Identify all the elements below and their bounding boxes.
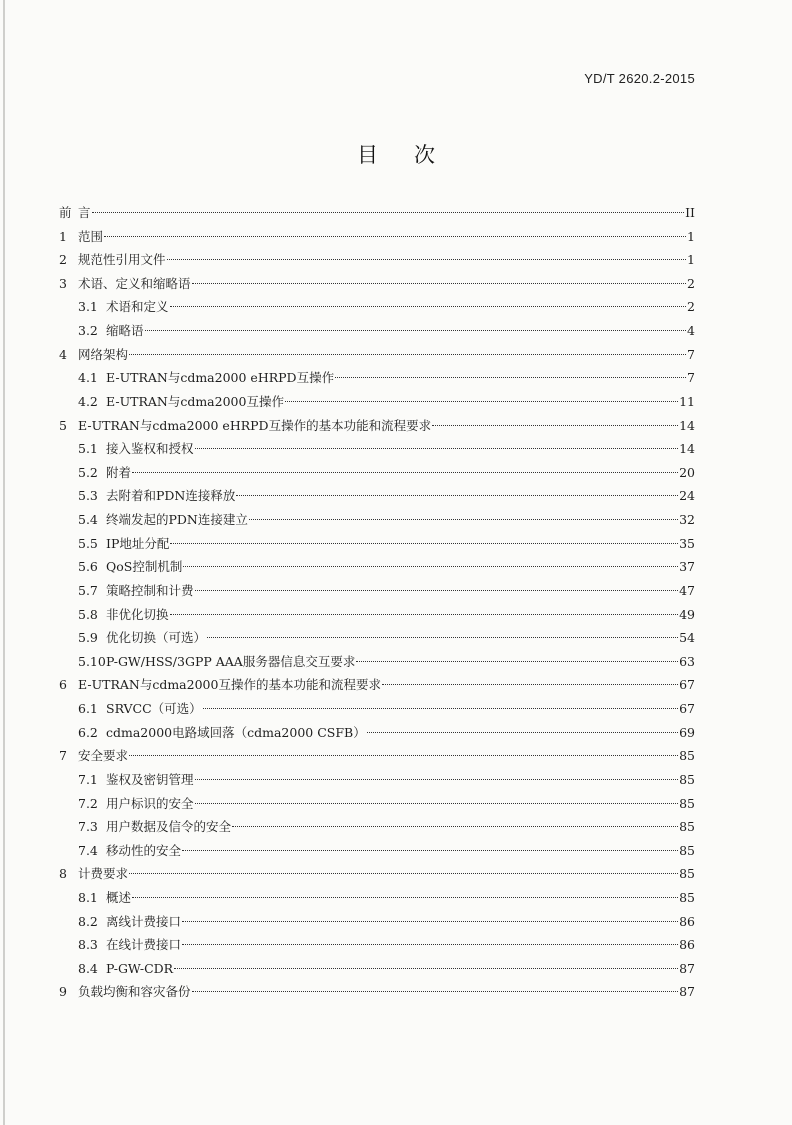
toc-entry-number: 5.9 (78, 630, 98, 646)
dot-leader (249, 519, 678, 520)
page-title: 目次 (357, 143, 471, 167)
dot-leader (232, 826, 678, 827)
toc-entry-page: 85 (679, 795, 695, 811)
toc-entry-number: 4.1 (78, 370, 98, 386)
toc-entry-label: 用户数据及信令的安全 (106, 819, 232, 835)
toc-entry[interactable] (78, 651, 695, 673)
toc-entry[interactable] (59, 863, 695, 885)
toc-entry[interactable] (78, 391, 695, 413)
dot-leader (356, 661, 678, 662)
toc-entry-label: 概述 (106, 889, 132, 905)
dot-leader (170, 614, 679, 615)
toc-entry-number: 6.2 (78, 724, 98, 740)
toc-entry-label: SRVCC（可选） (106, 701, 202, 717)
toc-entry-label: 优化切换（可选） (106, 630, 207, 646)
toc-entry[interactable] (78, 887, 695, 909)
dot-leader (170, 306, 687, 307)
toc-entry-page: 85 (679, 889, 695, 905)
toc-entry-page: 1 (687, 252, 695, 268)
toc-entry[interactable] (78, 438, 695, 460)
toc-entry[interactable] (78, 462, 695, 484)
toc-entry[interactable] (59, 745, 695, 767)
toc-entry-page: 7 (687, 346, 695, 362)
toc-entry-page: 37 (679, 559, 695, 575)
toc-entry-label: QoS控制机制 (106, 559, 183, 575)
toc-entry-label: 策略控制和计费 (106, 582, 194, 598)
toc-entry-page: 67 (679, 701, 695, 717)
dot-leader (104, 236, 686, 237)
dot-leader (192, 991, 679, 992)
toc-entry-number: 5.2 (78, 464, 98, 480)
toc-entry-label: 安全要求 (78, 748, 129, 764)
toc-entry-label: 负载均衡和容灾备份 (78, 984, 191, 1000)
toc-entry[interactable] (78, 958, 695, 980)
dot-leader (182, 921, 678, 922)
toc-entry[interactable] (78, 367, 695, 389)
toc-entry-number: 8 (59, 866, 67, 882)
dot-leader (132, 472, 678, 473)
toc-entry-page: 2 (687, 275, 695, 291)
dot-leader (195, 448, 679, 449)
toc-entry-page: II (685, 205, 695, 220)
toc-entry[interactable] (78, 604, 695, 626)
toc-entry-page: 24 (679, 488, 695, 504)
toc-entry-number: 6.1 (78, 701, 98, 717)
toc-entry[interactable] (59, 981, 695, 1003)
toc-entry-label: P-GW/HSS/3GPP AAA服务器信息交互要求 (106, 653, 356, 669)
toc-entry-page: 7 (687, 370, 695, 386)
toc-entry-number: 4 (59, 346, 67, 362)
toc-entry-number: 5 (59, 417, 67, 433)
dot-leader (432, 425, 678, 426)
toc-entry-number: 5.8 (78, 606, 98, 622)
dot-leader (129, 755, 678, 756)
dot-leader (132, 897, 678, 898)
toc-entry-label: 在线计费接口 (106, 937, 182, 953)
toc-entry-page: 1 (687, 228, 695, 244)
dot-leader (285, 401, 678, 402)
toc-entry-number: 7.1 (78, 771, 98, 787)
toc-entry-page: 54 (679, 630, 695, 646)
toc-entry[interactable] (78, 840, 695, 862)
toc-entry-label: 计费要求 (78, 866, 129, 882)
toc-entry-number: 8.4 (78, 960, 98, 976)
dot-leader (182, 850, 678, 851)
toc-entry-page: 2 (687, 299, 695, 315)
toc-entry-page: 14 (679, 417, 695, 433)
toc-entry[interactable] (78, 556, 695, 578)
toc-entry-label: E-UTRAN与cdma2000 eHRPD互操作的基本功能和流程要求 (78, 417, 432, 433)
toc-entry-label: 移动性的安全 (106, 842, 182, 858)
toc-entry-label: 终端发起的PDN连接建立 (106, 512, 248, 528)
toc-entry-page: 32 (679, 512, 695, 528)
toc-entry-number: 8.3 (78, 937, 98, 953)
dot-leader (195, 779, 679, 780)
dot-leader (195, 803, 679, 804)
toc-entry-label: P-GW-CDR (106, 960, 174, 976)
toc-entry-number: 5.3 (78, 488, 98, 504)
toc-entry-label: 附着 (106, 464, 132, 480)
toc-entry[interactable] (78, 722, 695, 744)
toc-entry-label: 术语、定义和缩略语 (78, 275, 191, 291)
toc-entry-number: 7.2 (78, 795, 98, 811)
toc-entry[interactable] (59, 202, 695, 224)
toc-entry[interactable] (59, 226, 695, 248)
toc-entry[interactable] (59, 344, 695, 366)
toc-entry-page: 49 (679, 606, 695, 622)
dot-leader (129, 873, 678, 874)
toc-entry-number: 7.3 (78, 819, 98, 835)
toc-entry[interactable] (59, 273, 695, 295)
toc-entry-page: 20 (679, 464, 695, 480)
toc-entry[interactable] (78, 485, 695, 507)
toc-entry-label: E-UTRAN与cdma2000 eHRPD互操作 (106, 370, 335, 386)
toc-entry-number: 5.7 (78, 582, 98, 598)
dot-leader (236, 495, 678, 496)
dot-leader (167, 259, 687, 260)
toc-entry-number: 5.5 (78, 535, 98, 551)
dot-leader (203, 708, 678, 709)
toc-entry-page: 11 (679, 393, 695, 409)
toc-entry-label: 鉴权及密钥管理 (106, 771, 194, 787)
toc-entry[interactable] (59, 415, 695, 437)
toc-entry[interactable] (78, 627, 695, 649)
dot-leader (335, 377, 686, 378)
dot-leader (195, 590, 679, 591)
toc-entry-number: 5.4 (78, 512, 98, 528)
dot-leader (207, 637, 678, 638)
toc-entry-number: 8.1 (78, 889, 98, 905)
toc-entry-label: 规范性引用文件 (78, 252, 166, 268)
toc-entry[interactable] (78, 769, 695, 791)
toc-entry-label: 去附着和PDN连接释放 (106, 488, 236, 504)
toc-entry-label: 网络架构 (78, 346, 129, 362)
toc-entry-page: 63 (679, 653, 695, 669)
toc-entry-page: 86 (679, 913, 695, 929)
toc-entry-number: 4.2 (78, 393, 98, 409)
toc-entry[interactable] (78, 911, 695, 933)
toc-entry-page: 85 (679, 748, 695, 764)
toc-entry[interactable] (78, 509, 695, 531)
dot-leader (382, 684, 678, 685)
toc-entry-page: 69 (679, 724, 695, 740)
toc-entry-label: 范围 (78, 228, 104, 244)
toc-entry[interactable] (78, 580, 695, 602)
toc-entry-number: 前 (59, 205, 72, 220)
dot-leader (182, 944, 678, 945)
toc-entry-label: 非优化切换 (106, 606, 169, 622)
dot-leader (183, 566, 678, 567)
toc-entry-page: 85 (679, 771, 695, 787)
toc-entry[interactable] (78, 816, 695, 838)
toc-entry-number: 7 (59, 748, 67, 764)
toc-entry-page: 87 (679, 960, 695, 976)
dot-leader (170, 543, 678, 544)
dot-leader (92, 212, 685, 213)
toc-entry-label: E-UTRAN与cdma2000互操作的基本功能和流程要求 (78, 677, 381, 693)
dot-leader (367, 732, 678, 733)
toc-entry-page: 47 (679, 582, 695, 598)
toc-entry-page: 87 (679, 984, 695, 1000)
toc-entry-number: 7.4 (78, 842, 98, 858)
document-number: YD/T 2620.2-2015 (584, 71, 695, 86)
toc-entry[interactable] (78, 934, 695, 956)
toc-entry-page: 86 (679, 937, 695, 953)
toc-entry-number: 9 (59, 984, 67, 1000)
dot-leader (192, 283, 687, 284)
dot-leader (129, 354, 686, 355)
toc-entry-number: 5.1 (78, 441, 98, 457)
toc-entry[interactable] (78, 533, 695, 555)
toc-entry-label: cdma2000电路域回落（cdma2000 CSFB） (106, 724, 366, 740)
toc-entry-page: 85 (679, 866, 695, 882)
toc-entry-label: 术语和定义 (106, 299, 169, 315)
toc-entry[interactable] (78, 320, 695, 342)
toc-entry-label: 缩略语 (106, 323, 144, 339)
toc-entry-number: 8.2 (78, 913, 98, 929)
toc-entry-number: 3 (59, 275, 67, 291)
toc-entry-page: 14 (679, 441, 695, 457)
toc-entry-page: 35 (679, 535, 695, 551)
toc-entry-label: E-UTRAN与cdma2000互操作 (106, 393, 284, 409)
toc-entry-number: 5.6 (78, 559, 98, 575)
toc-entry-label: 接入鉴权和授权 (106, 441, 194, 457)
dot-leader (174, 968, 678, 969)
toc-entry-label: 离线计费接口 (106, 913, 182, 929)
toc-entry-label: 言 (78, 205, 91, 220)
toc-entry[interactable] (78, 296, 695, 318)
toc-entry-page: 85 (679, 842, 695, 858)
toc-entry-number: 3.2 (78, 323, 98, 339)
toc-entry[interactable] (78, 698, 695, 720)
toc-entry-number: 5.10 (78, 653, 106, 669)
toc-entry-number: 6 (59, 677, 67, 693)
toc-entry[interactable] (78, 793, 695, 815)
toc-entry-page: 85 (679, 819, 695, 835)
toc-entry-label: IP地址分配 (106, 535, 170, 551)
toc-entry-page: 4 (687, 323, 695, 339)
toc-entry[interactable] (59, 249, 695, 271)
toc-entry-number: 2 (59, 252, 67, 268)
toc-entry[interactable] (59, 674, 695, 696)
toc-entry-number: 1 (59, 228, 67, 244)
toc-entry-page: 67 (679, 677, 695, 693)
dot-leader (145, 330, 687, 331)
toc-entry-number: 3.1 (78, 299, 98, 315)
toc-entry-label: 用户标识的安全 (106, 795, 194, 811)
